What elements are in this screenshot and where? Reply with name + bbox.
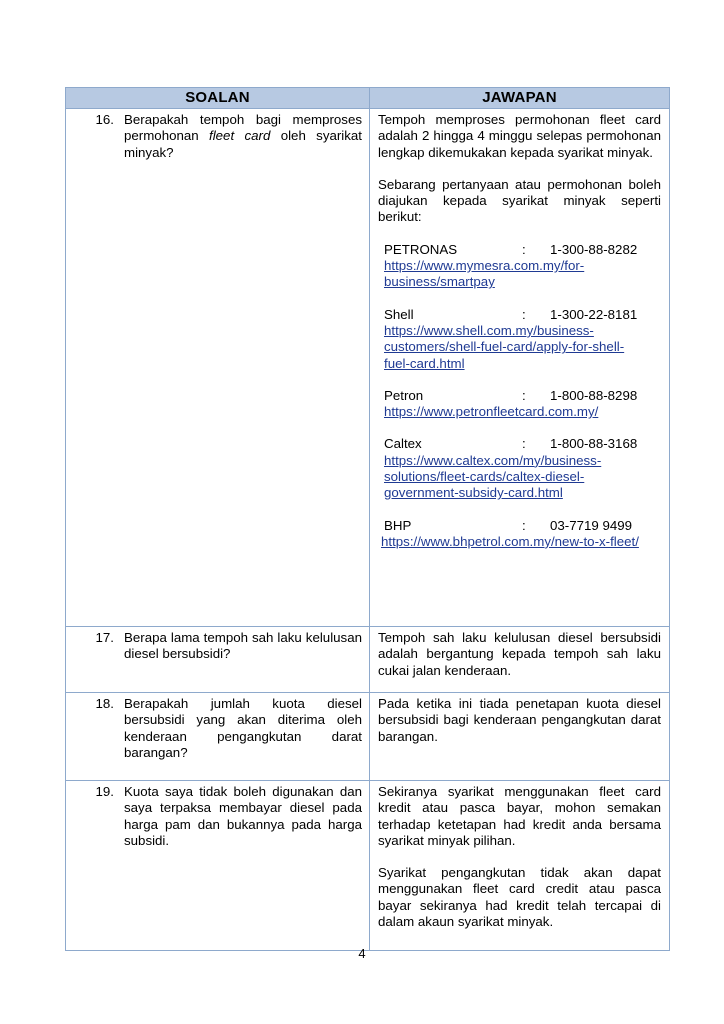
company-link[interactable] xyxy=(384,258,661,291)
question-number-19: 19. xyxy=(95,784,114,799)
answer-19-para1: Sekiranya syarikat menggunakan fleet card kredit atau pasca bayar, mohon semakan terhadap ketetapan had kredit anda bersama syarikat minyak pilihan. xyxy=(378,784,661,848)
link-line: https://www.bhpetrol.com.my/new-to-x-fleet/ xyxy=(381,533,639,549)
answer-cell-17 xyxy=(370,627,670,693)
question-cell-19 xyxy=(66,781,370,951)
question-number-17: 17. xyxy=(95,630,114,645)
answer-cell-18 xyxy=(370,693,670,781)
separator: : xyxy=(522,387,526,403)
faq-table xyxy=(65,87,670,951)
answer-cell-16 xyxy=(370,109,670,627)
company-petronas xyxy=(384,242,661,291)
company-phone: 1-800-88-3168 xyxy=(550,436,638,452)
question-16-part2: oleh syarikat minyak? xyxy=(124,128,362,160)
company-name: Petron xyxy=(384,387,424,403)
header-soalan: SOALAN xyxy=(66,88,370,109)
question-text-16 xyxy=(118,112,362,161)
question-text-19: Kuota saya tidak boleh digunakan dan saya terpaksa membayar diesel pada harga pam dan bukannya pada harga subsidi. xyxy=(124,784,362,848)
company-phone: 03-7719 9499 xyxy=(550,517,633,533)
question-cell-16 xyxy=(66,109,370,627)
company-name: Shell xyxy=(384,306,414,322)
answer-18: Pada ketika ini tiada penetapan kuota diesel bersubsidi bagi kenderaan pengangkutan darat barangan. xyxy=(378,696,661,744)
question-number-16: 16. xyxy=(95,112,114,127)
answer-16-para1: Tempoh memproses permohonan fleet card adalah 2 hingga 4 minggu selepas permohonan lengkap dikemukakan kepada syarikat minyak. xyxy=(378,112,661,160)
company-link[interactable] xyxy=(381,534,661,550)
company-phone: 1-300-88-8282 xyxy=(550,241,638,257)
company-bhp xyxy=(381,517,661,551)
company-link[interactable] xyxy=(384,404,661,420)
company-name: PETRONAS xyxy=(384,241,458,257)
link-line: customers/shell-fuel-card/apply-for-shell- xyxy=(384,339,625,355)
header-jawapan: JAWAPAN xyxy=(370,88,670,109)
link-line: business/smartpay xyxy=(384,274,495,290)
separator: : xyxy=(522,517,526,533)
link-line: fuel-card.html xyxy=(384,355,465,371)
page-number: 4 xyxy=(358,946,366,961)
answer-cell-19 xyxy=(370,781,670,951)
company-name: BHP xyxy=(384,517,412,533)
question-number-18: 18. xyxy=(95,696,114,711)
link-line: https://www.caltex.com/my/business- xyxy=(384,452,602,468)
company-phone: 1-800-88-8298 xyxy=(550,387,638,403)
link-line: solutions/fleet-cards/caltex-diesel- xyxy=(384,469,585,485)
company-caltex xyxy=(384,436,661,501)
link-line: government-subsidy-card.html xyxy=(384,485,563,501)
question-16-part1: Berapakah tempoh bagi memproses permohonan xyxy=(124,112,362,144)
answer-16-para2: Sebarang pertanyaan atau permohonan boleh diajukan kepada syarikat minyak seperti berikut: xyxy=(378,176,661,225)
company-petron xyxy=(384,388,661,421)
link-line: https://www.shell.com.my/business- xyxy=(384,322,594,338)
faq-row-19 xyxy=(66,781,670,951)
company-link[interactable] xyxy=(384,323,661,372)
company-link[interactable] xyxy=(384,453,661,502)
question-text-18: Berapakah jumlah kuota diesel bersubsidi yang akan diterima oleh kenderaan pengangkutan darat barangan? xyxy=(124,696,362,760)
separator: : xyxy=(522,241,526,257)
separator: : xyxy=(522,436,526,452)
question-16-emphasis: fleet card xyxy=(209,128,271,144)
question-cell-17 xyxy=(66,627,370,693)
faq-row-16 xyxy=(66,109,670,627)
company-phone: 1-300-22-8181 xyxy=(550,306,638,322)
answer-17: Tempoh sah laku kelulusan diesel bersubsidi adalah bergantung kepada tempoh sah laku cukai jalan kenderaan. xyxy=(378,630,661,678)
table-header-row xyxy=(66,88,670,109)
separator: : xyxy=(522,306,526,322)
faq-row-18 xyxy=(66,693,670,781)
answer-19-para2: Syarikat pengangkutan tidak akan dapat menggunakan fleet card credit atau pasca bayar sekiranya had kredit telah tercapai di dalam akaun syarikat minyak. xyxy=(378,865,661,930)
question-text-17: Berapa lama tempoh sah laku kelulusan diesel bersubsidi? xyxy=(124,630,362,662)
company-shell xyxy=(384,307,661,372)
link-line: https://www.petronfleetcard.com.my/ xyxy=(384,404,599,420)
faq-row-17 xyxy=(66,627,670,693)
question-cell-18 xyxy=(66,693,370,781)
company-name: Caltex xyxy=(384,436,422,452)
link-line: https://www.mymesra.com.my/for- xyxy=(384,258,585,274)
